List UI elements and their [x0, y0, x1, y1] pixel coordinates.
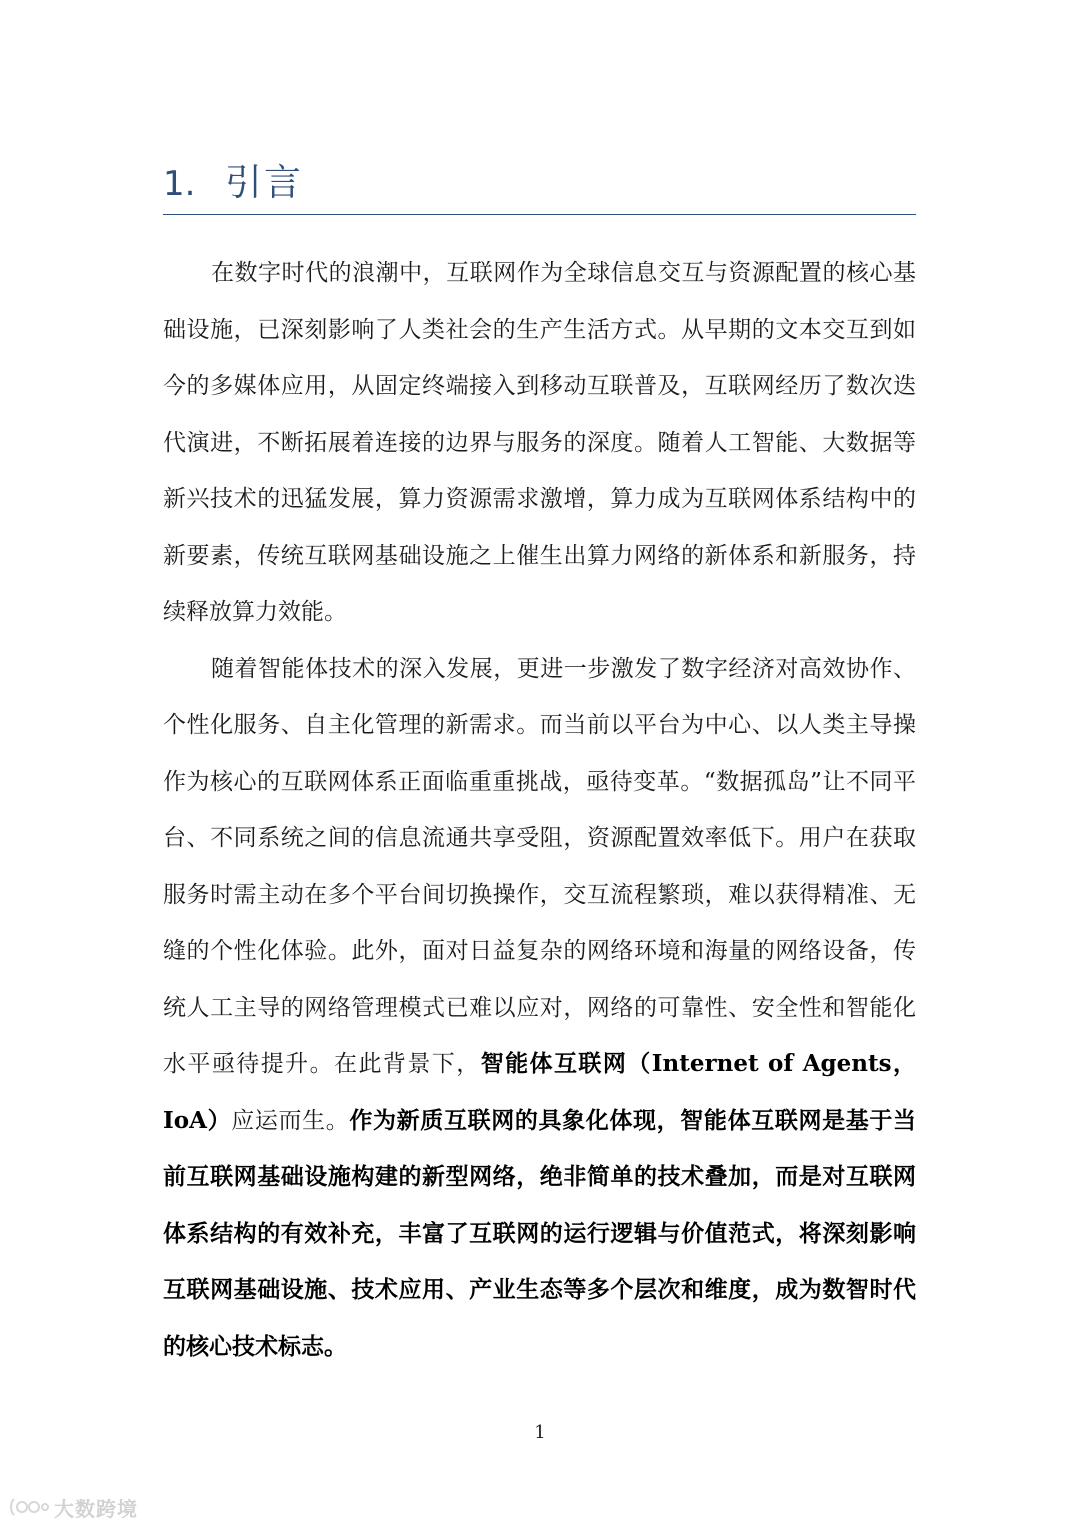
body-text [163, 245, 916, 1375]
text-run: 在数字时代的浪潮中，互联网作为全球信息交互与资源配置的核心基础设施，已深刻影响了人类社会的生产生活方式。从早期的文本交互到如今的多媒体应用，从固定终端接入到移动互联普及，互联网经历了数次迭代演进，不断拓展着连接的边界与服务的深度。随着人工智能、大数据等新兴技术的迅猛发展，算力资源需求激增，算力成为互联网体系结构中的新要素，传统互联网基础设施之上催生出算力网络的新体系和新服务，持续释放算力效能。 [163, 260, 916, 625]
bold-text-run: 智能体互联网（Internet of Agents，IoA） [163, 1050, 916, 1134]
watermark [8, 1493, 138, 1521]
bold-text-run: 作为新质互联网的具象化体现，智能体互联网是基于当前互联网基础设施构建的新型网络，绝非简单的技术叠加，而是对互联网体系结构的有效补充，丰富了互联网的运行逻辑与价值范式，将深刻影响互联网基础设施、技术应用、产业生态等多个层次和维度，成为数智时代的核心技术标志。 [163, 1106, 917, 1360]
paragraph [163, 641, 916, 1376]
text-run: 应运而生。 [231, 1107, 350, 1134]
section-heading [163, 158, 916, 215]
watermark-logo-icon [8, 1495, 50, 1519]
section-number: 1. [163, 164, 196, 204]
section-title: 引言 [225, 161, 303, 204]
watermark-text: 大数跨境 [54, 1496, 138, 1521]
text-run: 随着智能体技术的深入发展，更进一步激发了数字经济对高效协作、个性化服务、自主化管理的新需求。而当前以平台为中心、以人类主导操作为核心的互联网体系正面临重重挑战，亟待变革。“数据孤岛”让不同平台、不同系统之间的信息流通共享受阻，资源配置效率低下。用户在获取服务时需主动在多个平台间切换操作，交互流程繁琐，难以获得精准、无缝的个性化体验。此外，面对日益复杂的网络环境和海量的网络设备，传统人工主导的网络管理模式已难以应对，网络的可靠性、安全性和智能化水平亟待提升。在此背景下， [163, 655, 916, 1077]
paragraph [163, 245, 916, 641]
page-number: 1 [534, 1422, 546, 1443]
